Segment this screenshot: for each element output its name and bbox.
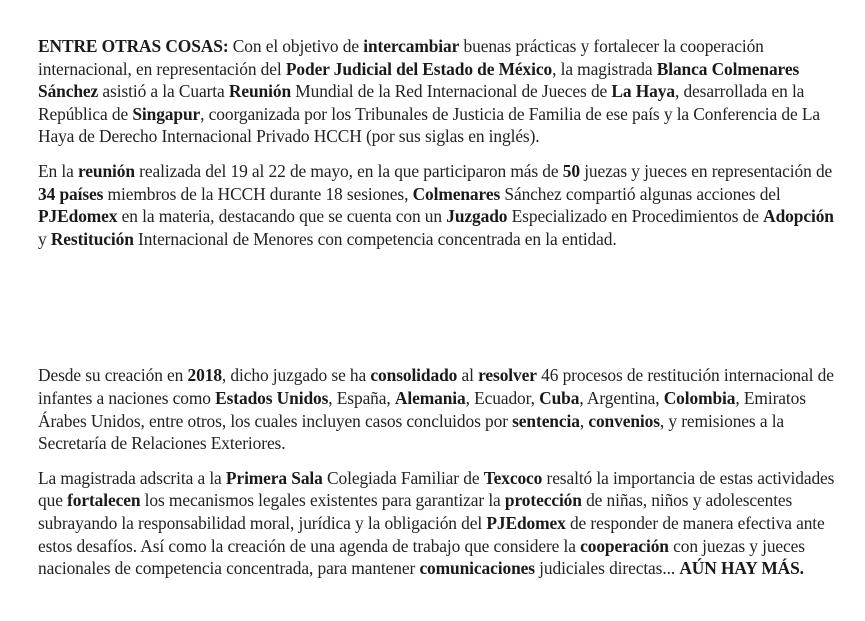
bold-text: Texcoco xyxy=(483,467,543,488)
bold-text: Blanca Colmenares Sánchez xyxy=(38,58,800,102)
article-body xyxy=(38,35,838,580)
text-run: , Argentina, xyxy=(579,387,664,408)
text-run: Sánchez compartió algunas acciones del xyxy=(500,183,781,204)
bold-text: intercambiar xyxy=(363,36,460,56)
text-run: , la magistrada xyxy=(552,58,657,79)
bold-text: protección xyxy=(504,490,582,511)
text-run: , xyxy=(579,410,589,431)
bold-text: Juzgado xyxy=(446,206,508,227)
text-run: , coorganizada por los Tribunales de Justicia de Familia de ese país y la Conferencia de La Haya de Derecho Internacional Privado HCCH (por sus siglas en inglés). xyxy=(38,103,821,147)
bold-text: Primera Sala xyxy=(225,467,323,488)
text-run: buenas prácticas y fortalecer la cooperación internacional, en representación del xyxy=(38,36,764,79)
text-run: realizada del 19 al 22 de mayo, en la que participaron más de xyxy=(134,160,563,181)
paragraph-4 xyxy=(38,467,838,580)
bold-text: Colmenares xyxy=(412,183,501,204)
bold-text: comunicaciones xyxy=(419,558,535,579)
text-run: asistió a la Cuarta xyxy=(98,81,229,102)
bold-text: Reunión xyxy=(228,81,292,102)
bold-text: PJEdomex xyxy=(486,512,566,533)
paragraph-2 xyxy=(38,160,838,250)
bold-text: PJEdomex xyxy=(38,206,118,227)
text-run: con juezas y jueces nacionales de competencia concentrada, para mantener xyxy=(38,535,805,579)
text-run: Colegiada Familiar de xyxy=(322,467,484,488)
text-run: , Emiratos Árabes Unidos, entre otros, los cuales incluyen casos concluidos por xyxy=(38,387,806,431)
bold-text: ENTRE OTRAS COSAS: xyxy=(38,36,229,56)
bold-text: Cuba xyxy=(539,387,580,408)
text-run: en la materia, destacando que se cuenta con un xyxy=(117,206,447,227)
text-run: Especializado en Procedimientos de xyxy=(507,206,764,227)
bold-text: Estados Unidos xyxy=(215,387,329,408)
text-run: Mundial de la Red Internacional de Jueces de xyxy=(291,81,612,102)
text-run: Desde su creación en xyxy=(38,365,188,386)
paragraph-3 xyxy=(38,364,838,454)
text-run: , y remisiones a la Secretaría de Relaciones Exteriores. xyxy=(38,410,785,454)
bold-text: Alemania xyxy=(394,387,466,408)
text-run: En la xyxy=(38,160,78,181)
bold-text: La Haya xyxy=(611,81,675,102)
bold-text: convenios xyxy=(588,410,660,431)
bold-text: Restitución xyxy=(50,228,134,249)
image-gap xyxy=(38,250,838,364)
bold-text: reunión xyxy=(77,160,135,181)
bold-text: Adopción xyxy=(763,206,834,227)
text-run: 46 procesos de restitución internacional de infantes a naciones como xyxy=(38,365,834,408)
text-run: resaltó la importancia de estas actividades que xyxy=(38,467,835,511)
bold-text: fortalecen xyxy=(67,490,141,511)
bold-text: 34 países xyxy=(38,183,104,204)
bold-text: AÚN HAY MÁS. xyxy=(679,558,804,579)
bold-text: resolver xyxy=(478,365,537,386)
text-run: Internacional de Menores con competencia concentrada en la entidad. xyxy=(133,228,617,249)
text-run: , dicho juzgado se ha xyxy=(221,365,371,386)
bold-text: Singapur xyxy=(132,103,201,124)
text-run: miembros de la HCCH durante 18 sesiones, xyxy=(103,183,413,204)
text-run: de responder de manera efectiva ante estos desafíos. Así como la creación de una agenda de trabajo que considere la xyxy=(38,512,825,556)
text-run: , desarrollada en la República de xyxy=(38,81,805,124)
text-run: los mecanismos legales existentes para garantizar la xyxy=(140,490,505,511)
bold-text: Colombia xyxy=(663,387,736,408)
bold-text: consolidado xyxy=(370,365,458,386)
bold-text: 2018 xyxy=(187,365,222,386)
text-run: Con el objetivo de xyxy=(228,36,364,56)
text-run: , Ecuador, xyxy=(465,387,540,408)
text-run: , España, xyxy=(328,387,395,408)
text-run: La magistrada adscrita a la xyxy=(38,467,226,488)
bold-text: sentencia xyxy=(512,410,580,431)
text-run: de niñas, niños y adolescentes subrayando la responsabilidad moral, jurídica y la obligación del xyxy=(38,490,793,533)
text-run: juezas y jueces en representación de xyxy=(579,160,833,181)
text-run: judiciales directas... xyxy=(534,558,680,579)
bold-text: Poder Judicial del Estado de México xyxy=(285,58,553,79)
text-run: al xyxy=(457,365,479,386)
bold-text: 50 xyxy=(562,160,580,181)
bold-text: cooperación xyxy=(580,535,669,556)
paragraph-1 xyxy=(38,35,838,148)
text-run: y xyxy=(38,228,51,249)
